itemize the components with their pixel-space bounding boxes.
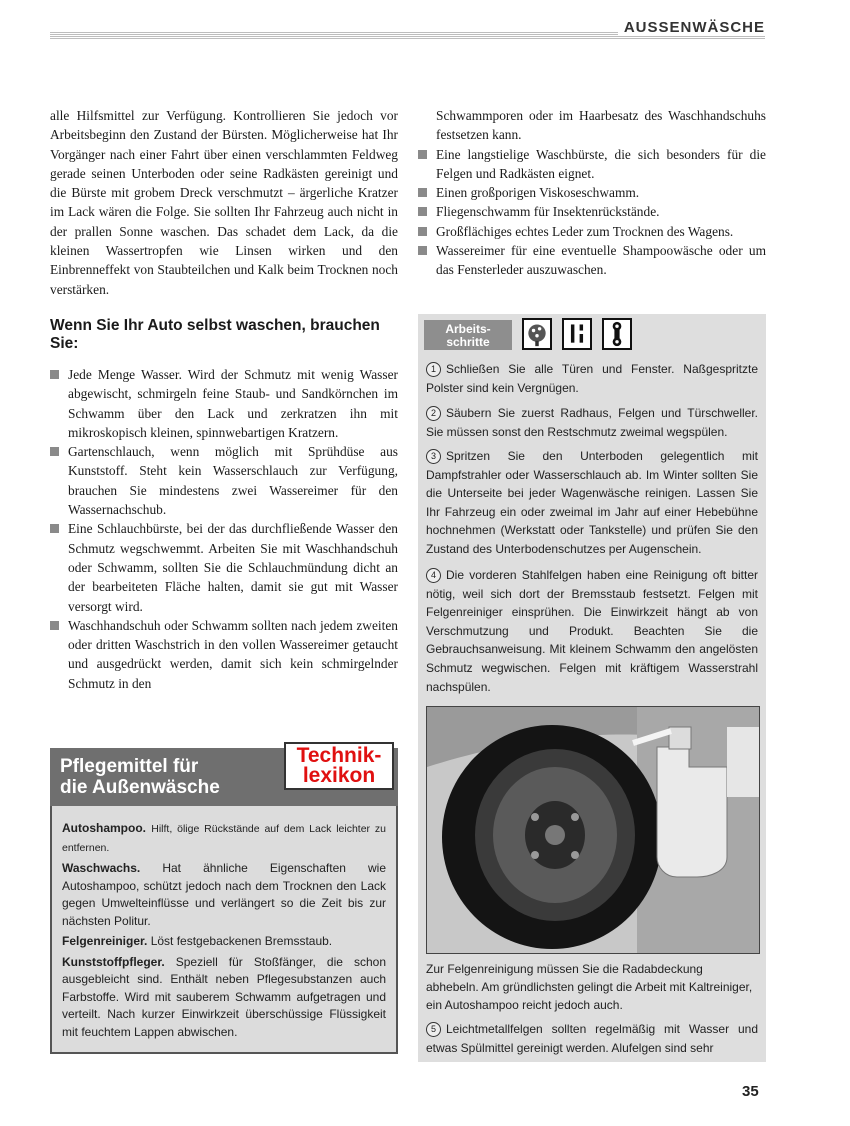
- wheel-cleaning-image: [427, 707, 759, 953]
- running-header: AUSSENWÄSCHE: [618, 19, 765, 36]
- supplies-list-continued: [418, 145, 766, 280]
- bullet-square-icon: [50, 524, 59, 533]
- section-heading: Wenn Sie Ihr Auto selbst waschen, brauchen Sie:: [50, 316, 380, 352]
- step-item: 5 Leichtmetallfelgen sollten regelmäßig mit Wasser und etwas Spülmittel gereinigt werden. Alufelgen sind sehr: [426, 1022, 758, 1055]
- bullet-square-icon: [418, 188, 427, 197]
- list-item: Jede Menge Wasser. Wird der Schmutz mit wenig Wasser abgewischt, schmirgeln feine Staub- und Sandkörnchen im Schwamm über den Lack und zerkratzen ihn mit mikroskopisch kleinen, spinnwebartigen Kratzern.: [50, 365, 398, 442]
- list-item: Großflächiges echtes Leder zum Trocknen des Wagens.: [418, 222, 766, 241]
- page-number: 35: [742, 1083, 759, 1100]
- arbeitsschritte-header: Arbeits- schritte: [424, 320, 512, 350]
- right-column: [418, 106, 766, 280]
- lexikon-entry: Felgenreiniger. Löst festgebackenen Bremsstaub.: [62, 934, 333, 948]
- list-item: Waschhandschuh oder Schwamm sollten nach jedem zweiten oder dritten Waschstrich in den vollen Wassereimer getaucht und ausgedrückt werden, damit sich kein schmirgelnder Schmutz in den: [50, 616, 398, 693]
- list-item: Fliegenschwamm für Insektenrückstände.: [418, 202, 766, 221]
- continuation-text: Schwammporen oder im Haarbesatz des Waschhandschuhs festsetzen kann.: [436, 108, 766, 143]
- bullet-square-icon: [418, 227, 427, 236]
- list-item: Eine Schlauchbürste, bei der das durchfließende Wasser den Schmutz wegschwemmt. Arbeiten Sie mit Waschhandschuh oder Schwamm, sollten Sie die Schlauchmündung dicht an der bearbeiteten Fläche halten, damit sie gut mit Wasser versorgt wird.: [50, 519, 398, 615]
- list-item: Wassereimer für eine eventuelle Shampoowäsche oder um das Fensterleder auszuwaschen.: [418, 241, 766, 280]
- step-item: 2 Säubern Sie zuerst Radhaus, Felgen und Türschweller. Sie müssen sonst den Restschmutz zweimal wegspülen.: [426, 406, 758, 439]
- lexikon-content: [50, 806, 398, 1054]
- step-item: 4 Die vorderen Stahlfelgen haben eine Reinigung oft bitter nötig, weil sich dort der Bremsstaub festsetzt. Felgen mit Felgenreiniger einsprühen. Die Einwirkzeit hängt ab von Verschmutzung und Produkt. Beachten Sie die Gebrauchsanweisung. Mit kleinem Schwamm den angelösten Schmutz wegwischen. Felgen mit kräftigem Wasserstrahl nachspülen.: [426, 568, 758, 694]
- intro-paragraph: alle Hilfsmittel zur Verfügung. Kontrollieren Sie jedoch vor Arbeitsbeginn den Zustand der Bürsten. Möglicherweise hat Ihr Vorgänger nach einer Fahrt über einen verschlammten Feldweg gerade seinen Unterboden oder seine Radkästen gereinigt und die Bürste mit grobem Dreck verschmutzt – ärgerliche Kratzer im Lack wären die Folge. Sie sollten Ihr Fahrzeug auch nicht in der prallen Sonne waschen. Das schadet dem Lack, da die kleinen Wassertropfen wie Linsen wirken und den Einbrenneffekt von Staubteilchen und Kalk beim Trocknen noch verstärken.: [50, 108, 398, 297]
- left-column: [50, 106, 398, 693]
- photo-caption: Zur Felgenreinigung müssen Sie die Radabdeckung abhebeln. Am gründlichsten gelingt die Arbeit mit Kaltreiniger, ein Autoshampoo reicht jedoch auch.: [426, 962, 753, 1012]
- lexikon-entry: Waschwachs. Hat ähnliche Eigenschaften wie Autoshampoo, schützt jedoch nach dem Trocknen den Lack gegen Umwelteinflüsse und verlängert so die Zeit bis zur nächsten Politur.: [62, 861, 386, 928]
- bullet-square-icon: [418, 150, 427, 159]
- wrench-icon: [562, 318, 592, 350]
- bullet-square-icon: [418, 246, 427, 255]
- bullet-square-icon: [50, 621, 59, 630]
- sponge-icon: [522, 318, 552, 350]
- bullet-square-icon: [418, 207, 427, 216]
- arbeitsschritte-box: [418, 314, 766, 1062]
- step-item: 3 Spritzen Sie den Unterboden gelegentlich mit Dampfstrahler oder Wasserschlauch ab. Im Winter sollten Sie die Unterseite bei jeder Wagenwäsche reinigen. Lassen Sie Ihr Fahrzeug ein oder zweimal im Jahr auf einer Hebebühne hochnehmen (Werkstatt oder Tankstelle) und prüfen Sie den Zustand des Unterbodenschutzes per Augenschein.: [426, 449, 758, 556]
- technik-lexikon-badge: Technik- lexikon: [284, 742, 394, 790]
- supplies-list: [50, 365, 398, 693]
- wheel-photo: [426, 706, 760, 954]
- lexikon-entry: Autoshampoo. Hilft, ölige Rückstände auf dem Lack leichter zu entfernen.: [62, 821, 386, 854]
- list-item: Gartenschlauch, wenn möglich mit Sprühdüse aus Kunststoff. Steht kein Wasserschlauch zur Verfügung, brauchen Sie mindestens zwei Wassereimer für den Wassernachschub.: [50, 442, 398, 519]
- spanner-icon: [602, 318, 632, 350]
- technik-lexikon-box: [50, 744, 398, 1054]
- lexikon-title: Pflegemittel für die Außenwäsche Technik- lexikon: [50, 748, 398, 806]
- step-item: 1 Schließen Sie alle Türen und Fenster. Naßgespritzte Polster sind kein Vergnügen.: [426, 362, 758, 395]
- bullet-square-icon: [50, 447, 59, 456]
- list-item: Einen großporigen Viskoseschwamm.: [418, 183, 766, 202]
- bullet-square-icon: [50, 370, 59, 379]
- lexikon-entry: Kunststoffpfleger. Speziell für Stoßfänger, die schon ausgebleicht sind. Enthält neben Pflegesubstanzen auch Farbstoffe. Wird mit sauberem Schwamm aufgetragen und verteilt. Nach kurzer Einwirkzeit überschüssige Flüssigkeit mit feuchtem Lappen abwischen.: [62, 954, 386, 1039]
- list-item: Eine langstielige Waschbürste, die sich besonders für die Felgen und Radkästen eignet.: [418, 145, 766, 184]
